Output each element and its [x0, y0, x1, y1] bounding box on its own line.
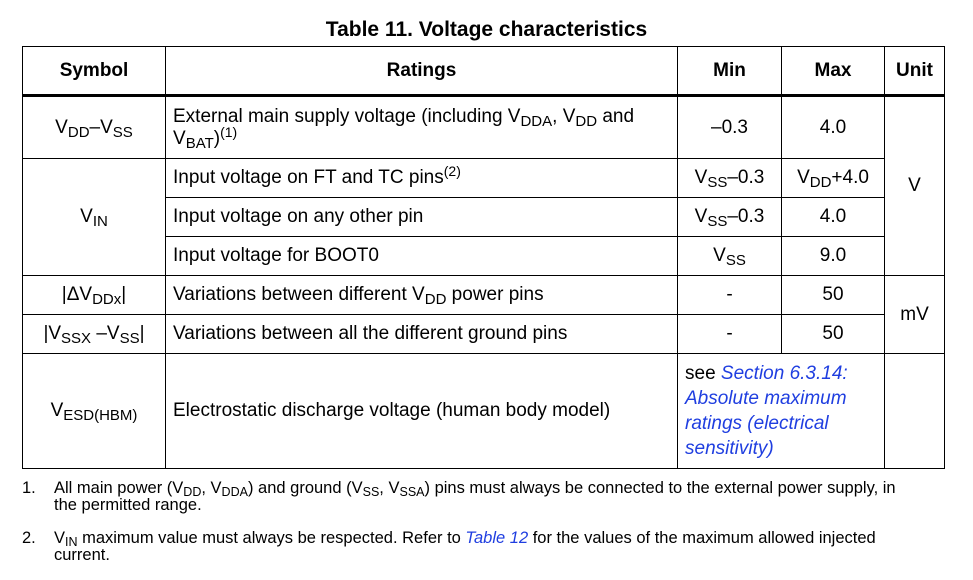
symbol-part: V	[55, 116, 68, 138]
rating-text: External main supply voltage (including V	[173, 105, 521, 127]
header-unit: Unit	[885, 47, 945, 96]
value-sub: DD	[809, 174, 832, 191]
footnotes	[22, 480, 922, 580]
symbol-sub: SS	[119, 330, 140, 347]
footnote-number: 2.	[22, 529, 36, 547]
rating-text: Variations between different V	[173, 284, 425, 305]
rating-text: power pins	[446, 284, 544, 305]
min-value: -	[678, 315, 782, 354]
min-value	[678, 237, 782, 276]
header-min: Min	[678, 47, 782, 96]
table-12-link[interactable]: Table 12	[465, 529, 529, 547]
rating-text: , V	[552, 105, 576, 127]
footnote-number: 1.	[22, 479, 36, 497]
max-value: 4.0	[782, 198, 885, 237]
value-part: V	[694, 167, 708, 188]
header-ratings: Ratings	[166, 47, 678, 96]
footnote-text	[54, 480, 922, 514]
symbol-part: |V	[43, 323, 62, 344]
header-max: Max	[782, 47, 885, 96]
table-row	[23, 96, 945, 159]
footnote-ref: (1)	[220, 123, 238, 140]
max-value	[782, 159, 885, 198]
symbol-part: V	[100, 116, 113, 138]
note-text: maximum value must always be respected. Refer to	[77, 529, 466, 547]
rating-other-pin: Input voltage on any other pin	[166, 198, 678, 237]
esd-reference	[678, 354, 885, 469]
symbol-part: –	[89, 116, 101, 138]
unit-empty	[885, 354, 945, 469]
rating-text: Input voltage on FT and TC pins	[173, 167, 444, 188]
table-row	[23, 315, 945, 354]
rating-esd: Electrostatic discharge voltage (human body model)	[166, 354, 678, 469]
note-sub: IN	[65, 535, 78, 549]
footnote-ref: (2)	[443, 163, 461, 179]
rating-ground-variations: Variations between all the different ground pins	[166, 315, 678, 354]
symbol-part: |	[139, 323, 145, 344]
min-value	[678, 159, 782, 198]
max-value: 9.0	[782, 237, 885, 276]
symbol-sub: IN	[92, 213, 108, 230]
note-sub: SS	[362, 485, 380, 499]
note-sub: DDA	[221, 485, 248, 499]
section-link[interactable]: Section 6.3.14: Absolute maximum ratings (electrical sensitivity)	[685, 363, 848, 459]
min-value: -	[678, 276, 782, 315]
note-text: , V	[379, 479, 400, 497]
value-part: –0.3	[727, 167, 765, 188]
table-row	[23, 354, 945, 469]
symbol-part: V	[80, 206, 93, 227]
note-text: for the values of the maximum allowed injected current.	[54, 529, 876, 564]
note-text: V	[54, 529, 66, 547]
rating-ft-tc-pins	[166, 159, 678, 198]
rating-vdd-variations	[166, 276, 678, 315]
rating-sub: BAT	[185, 134, 214, 152]
symbol-vdd-vss	[23, 96, 166, 159]
footnote-2	[22, 530, 922, 564]
symbol-sub: DDx	[92, 291, 122, 308]
symbol-part: –V	[91, 323, 120, 344]
max-value: 50	[782, 315, 885, 354]
value-sub: SS	[725, 252, 746, 269]
symbol-vesd	[23, 354, 166, 469]
rating-boot0: Input voltage for BOOT0	[166, 237, 678, 276]
unit-mv: mV	[885, 276, 945, 354]
rating-sub: DD	[575, 112, 598, 130]
symbol-part: V	[50, 400, 64, 421]
note-text: ) and ground (V	[247, 479, 363, 497]
reference-prefix: see	[685, 363, 721, 384]
note-text: All main power (V	[54, 479, 184, 497]
max-value: 50	[782, 276, 885, 315]
value-sub: SS	[707, 174, 728, 191]
rating-text: and V	[173, 105, 635, 149]
symbol-vin	[23, 159, 166, 276]
min-value: –0.3	[678, 96, 782, 159]
unit-v: V	[885, 96, 945, 276]
symbol-sub: DD	[67, 123, 90, 141]
value-part: V	[797, 167, 810, 188]
min-value	[678, 198, 782, 237]
symbol-part: |ΔV	[61, 284, 93, 305]
table-title: Table 11. Voltage characteristics	[325, 18, 648, 41]
table-row	[23, 159, 945, 198]
footnote-1	[22, 480, 922, 514]
voltage-characteristics-table	[22, 46, 945, 469]
header-symbol: Symbol	[23, 47, 166, 96]
value-part: +4.0	[831, 167, 869, 188]
value-part: V	[713, 245, 726, 266]
symbol-sub: SS	[112, 123, 133, 141]
symbol-vssx-vss	[23, 315, 166, 354]
value-part: V	[694, 206, 708, 227]
rating-sub: DDA	[520, 112, 553, 130]
symbol-sub: SSX	[61, 330, 92, 347]
header-row	[23, 47, 945, 96]
footnote-text	[54, 530, 922, 564]
table-row	[23, 276, 945, 315]
value-sub: SS	[707, 213, 728, 230]
max-value: 4.0	[782, 96, 885, 159]
rating-text: )	[213, 127, 221, 149]
rating-external-supply	[166, 96, 678, 159]
rating-sub: DD	[424, 291, 447, 308]
note-sub: DD	[183, 485, 202, 499]
symbol-delta-vddx	[23, 276, 166, 315]
symbol-part: |	[121, 284, 127, 305]
value-part: –0.3	[727, 206, 765, 227]
note-text: , V	[201, 479, 222, 497]
symbol-sub: ESD(HBM)	[63, 407, 138, 424]
note-sub: SSA	[399, 485, 425, 499]
note-text: ) pins must always be connected to the external power supply, in the permitted range.	[54, 479, 896, 514]
